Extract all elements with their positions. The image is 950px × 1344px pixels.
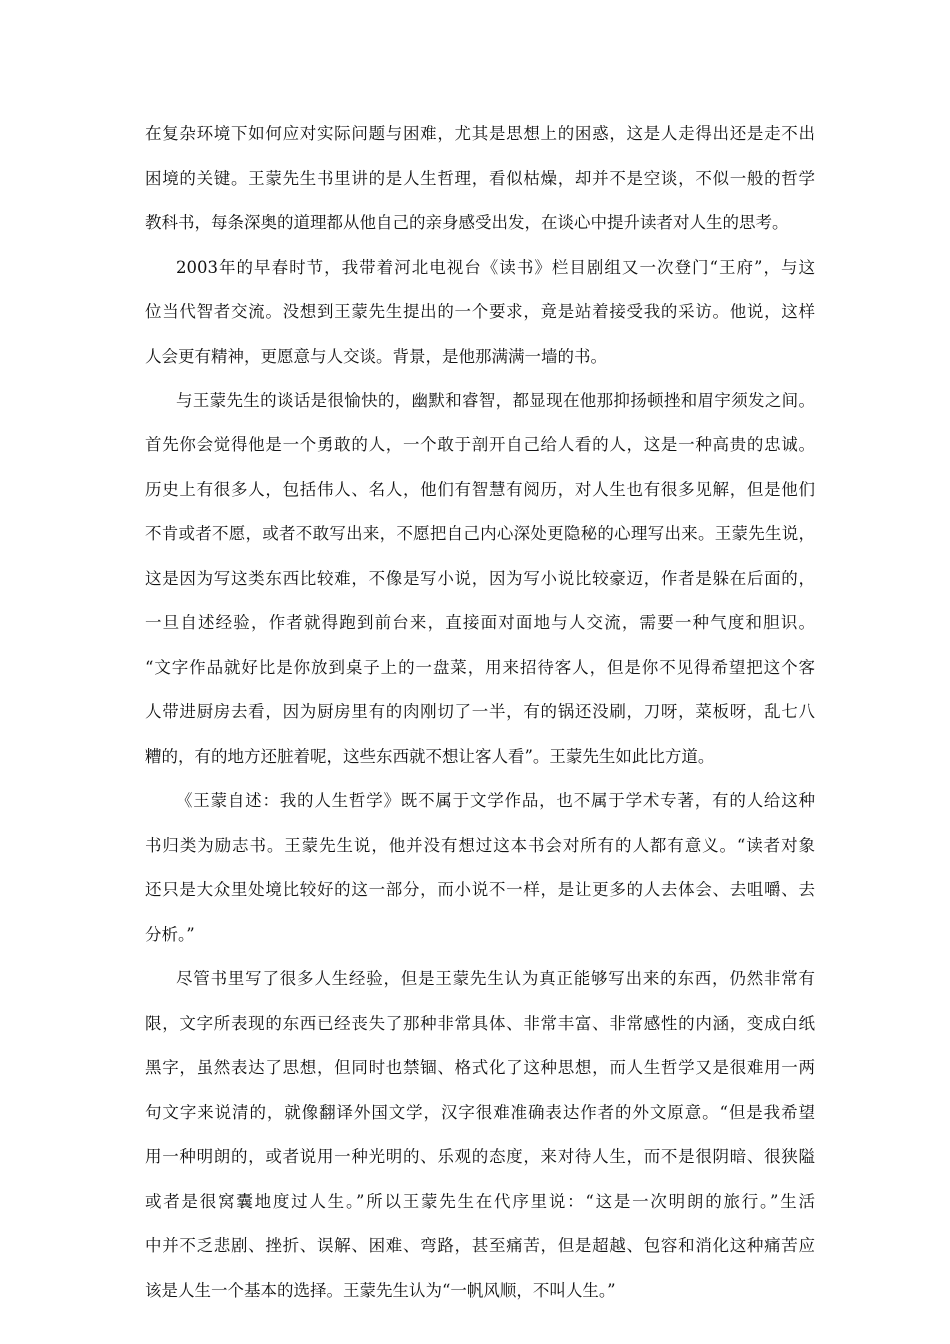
- text-line: 尽管书里写了很多人生经验，但是王蒙先生认为真正能够写出来的东西，仍然非常有: [176, 969, 815, 988]
- text-line: 限，文字所表现的东西已经丧失了那种非常具体、非常丰富、非常感性的内涵，变成白纸: [145, 1014, 815, 1033]
- text-line: 一旦自述经验，作者就得跑到前台来，直接面对面地与人交流，需要一种气度和胆识。: [145, 613, 815, 632]
- text-line: 在复杂环境下如何应对实际问题与困难，尤其是思想上的困惑，这是人走得出还是走不出: [145, 124, 815, 143]
- text-line: 或者是很窝囊地度过人生。”所以王蒙先生在代序里说：“这是一次明朗的旅行。”生活: [145, 1192, 815, 1211]
- text-line: 中并不乏悲剧、挫折、误解、困难、弯路，甚至痛苦，但是超越、包容和消化这种痛苦应: [145, 1236, 815, 1255]
- text-line: 黑字，虽然表达了思想，但同时也禁锢、格式化了这种思想，而人生哲学又是很难用一两: [145, 1058, 815, 1077]
- text-line: 位当代智者交流。没想到王蒙先生提出的一个要求，竟是站着接受我的采访。他说，这样: [145, 302, 815, 321]
- text-line: 还只是大众里处境比较好的这一部分，而小说不一样，是让更多的人去体会、去咀嚼、去: [145, 880, 815, 899]
- text-line: 首先你会觉得他是一个勇敢的人，一个敢于剖开自己给人看的人，这是一种高贵的忠诚。: [145, 435, 815, 454]
- text-line: 人带进厨房去看，因为厨房里有的肉刚切了一半，有的锅还没刷，刀呀，菜板呀，乱七八: [145, 702, 815, 721]
- text-line: 困境的关键。王蒙先生书里讲的是人生哲理，看似枯燥，却并不是空谈，不似一般的哲学: [145, 169, 815, 188]
- text-line: 该是人生一个基本的选择。王蒙先生认为“一帆风顺，不叫人生。”: [145, 1281, 616, 1300]
- text-line: 糟的，有的地方还脏着呢，这些东西就不想让客人看”。王蒙先生如此比方道。: [145, 747, 715, 766]
- text-line: 历史上有很多人，包括伟人、名人，他们有智慧有阅历，对人生也有很多见解，但是他们: [145, 480, 815, 499]
- text-line: 与王蒙先生的谈话是很愉快的，幽默和睿智，都显现在他那抑扬顿挫和眉宇须发之间。: [176, 391, 815, 410]
- text-line: 不肯或者不愿，或者不敢写出来，不愿把自己内心深处更隐秘的心理写出来。王蒙先生说，: [145, 524, 815, 543]
- text-line: 用一种明朗的，或者说用一种光明的、乐观的态度，来对待人生，而不是很阴暗、很狭隘: [145, 1147, 815, 1166]
- text-line: 2003年的早春时节，我带着河北电视台《读书》栏目剧组又一次登门“王府”，与这: [176, 258, 815, 277]
- text-line: 句文字来说清的，就像翻译外国文学，汉字很难准确表达作者的外文原意。“但是我希望: [145, 1103, 815, 1122]
- text-line: 教科书，每条深奥的道理都从他自己的亲身感受出发，在谈心中提升读者对人生的思考。: [145, 213, 789, 232]
- text-line: 《王蒙自述：我的人生哲学》既不属于文学作品，也不属于学术专著，有的人给这种: [176, 791, 815, 810]
- text-line: “文字作品就好比是你放到桌子上的一盘菜，用来招待客人，但是你不见得希望把这个客: [145, 658, 815, 677]
- text-line: 书归类为励志书。王蒙先生说，他并没有想过这本书会对所有的人都有意义。“读者对象: [145, 836, 815, 855]
- text-line: 这是因为写这类东西比较难，不像是写小说，因为写小说比较豪迈，作者是躲在后面的，: [145, 569, 815, 588]
- text-line: 人会更有精神，更愿意与人交谈。背景，是他那满满一墙的书。: [145, 347, 607, 366]
- text-line: 分析。”: [145, 925, 195, 944]
